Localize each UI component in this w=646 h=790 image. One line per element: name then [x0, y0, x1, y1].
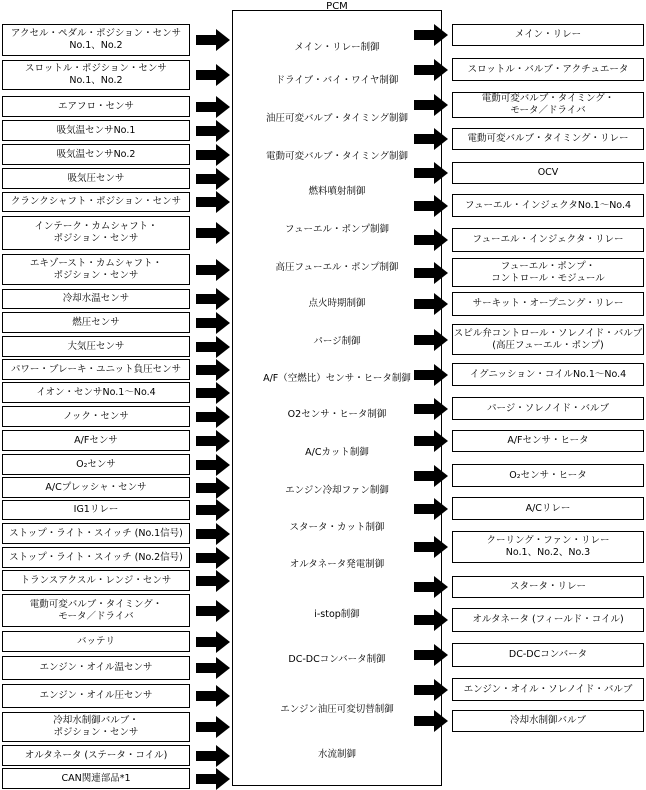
output-arrow [414, 536, 448, 558]
output-arrow-shape [414, 94, 448, 116]
output-actuator-box: イグニッション・コイルNo.1～No.4 [452, 363, 644, 386]
output-actuator-box: パージ・ソレノイド・バルブ [452, 397, 644, 420]
input-arrow-shape [196, 523, 230, 545]
output-arrow-shape [414, 609, 448, 631]
input-arrow-shape [196, 499, 230, 521]
input-arrow [196, 600, 230, 622]
pcm-control-function: 高圧フューエル・ポンプ制御 [275, 262, 399, 273]
pcm-control-function: スタータ・カット制御 [289, 522, 385, 533]
input-sensor-box: パワー・ブレーキ・ユニット負圧センサ [2, 359, 190, 380]
output-arrow [414, 293, 448, 315]
input-arrow [196, 523, 230, 545]
input-sensor-box: CAN関連部品*1 [2, 768, 190, 789]
output-actuator-box: クーリング・ファン・リレー No.1、No.2、No.3 [452, 531, 644, 563]
input-sensor-box: 吸気圧センサ [2, 168, 190, 189]
input-sensor-box: A/Fセンサ [2, 430, 190, 451]
input-arrow [196, 288, 230, 310]
pcm-control-function: A/F（空燃比）センサ・ヒータ制御 [263, 373, 411, 384]
pcm-control-function: パージ制御 [313, 336, 361, 347]
output-arrow [414, 576, 448, 598]
input-sensor-box: クランクシャフト・ポジション・センサ [2, 192, 190, 212]
pcm-control-function: 燃料噴射制御 [308, 186, 366, 197]
input-arrow-shape [196, 547, 230, 569]
input-arrow [196, 406, 230, 428]
input-sensor-box: 冷却水制御バルブ・ ポジション・センサ [2, 712, 190, 742]
pcm-box [232, 1, 442, 786]
input-sensor-box: スロットル・ポジション・センサ No.1、No.2 [2, 60, 190, 90]
input-arrow-shape [196, 120, 230, 142]
input-arrow [196, 716, 230, 738]
output-arrow-shape [414, 576, 448, 598]
pcm-control-function: A/Cカット制御 [305, 447, 369, 458]
input-arrow-shape [196, 144, 230, 166]
output-arrow [414, 364, 448, 386]
input-arrow [196, 191, 230, 213]
input-arrow-shape [196, 406, 230, 428]
output-arrow-shape [414, 262, 448, 284]
input-sensor-box: ストップ・ライト・スイッチ (No.2信号) [2, 547, 190, 568]
input-arrow-shape [196, 191, 230, 213]
input-arrow-shape [196, 685, 230, 707]
output-arrow [414, 609, 448, 631]
pcm-control-function: ドライブ・バイ・ワイヤ制御 [275, 75, 399, 86]
output-arrow [414, 465, 448, 487]
output-actuator-box: O₂センサ・ヒータ [452, 464, 644, 487]
input-sensor-box: バッテリ [2, 631, 190, 652]
output-arrow [414, 229, 448, 251]
output-arrow-shape [414, 364, 448, 386]
output-arrow [414, 644, 448, 666]
output-arrow [414, 162, 448, 184]
input-arrow-shape [196, 288, 230, 310]
input-sensor-box: A/Cプレッシャ・センサ [2, 477, 190, 498]
output-arrow-shape [414, 398, 448, 420]
input-arrow [196, 120, 230, 142]
output-arrow-shape [414, 24, 448, 46]
input-arrow-shape [196, 382, 230, 404]
output-arrow-shape [414, 59, 448, 81]
input-arrow [196, 657, 230, 679]
pcm-control-function: 電動可変バルブ・タイミング制御 [265, 151, 409, 162]
input-arrow-shape [196, 336, 230, 358]
output-arrow [414, 94, 448, 116]
output-arrow [414, 195, 448, 217]
pcm-control-function: メイン・リレー制御 [294, 42, 380, 53]
input-arrow [196, 745, 230, 767]
input-arrow [196, 570, 230, 592]
input-arrow-shape [196, 600, 230, 622]
input-arrow-shape [196, 64, 230, 86]
input-arrow-shape [196, 745, 230, 767]
output-arrow [414, 329, 448, 351]
input-arrow [196, 96, 230, 118]
input-arrow [196, 359, 230, 381]
input-arrow-shape [196, 657, 230, 679]
input-arrow [196, 768, 230, 790]
input-arrow-shape [196, 168, 230, 190]
input-arrow-shape [196, 631, 230, 653]
output-arrow-shape [414, 229, 448, 251]
input-sensor-box: インテーク・カムシャフト・ ポジション・センサ [2, 216, 190, 250]
output-arrow-shape [414, 679, 448, 701]
input-arrow-shape [196, 312, 230, 334]
output-arrow [414, 430, 448, 452]
input-sensor-box: エキゾースト・カムシャフト・ ポジション・センサ [2, 254, 190, 285]
input-sensor-box: O₂センサ [2, 454, 190, 475]
pcm-control-function: 点火時期制御 [308, 298, 366, 309]
input-sensor-box: 吸気温センサNo.2 [2, 144, 190, 165]
pcm-control-function: エンジン冷却ファン制御 [285, 485, 389, 496]
input-arrow [196, 499, 230, 521]
input-sensor-box: アクセル・ペダル・ポジション・センサ No.1、No.2 [2, 24, 190, 56]
input-arrow [196, 312, 230, 334]
output-arrow-shape [414, 710, 448, 732]
output-actuator-box: フューエル・インジェクタNo.1～No.4 [452, 194, 644, 217]
output-arrow-shape [414, 465, 448, 487]
output-arrow [414, 498, 448, 520]
input-arrow-shape [196, 430, 230, 452]
output-arrow [414, 128, 448, 150]
input-arrow [196, 547, 230, 569]
input-arrow [196, 685, 230, 707]
input-arrow [196, 430, 230, 452]
pcm-control-function: O2センサ・ヒータ制御 [287, 409, 387, 420]
output-actuator-box: OCV [452, 162, 644, 184]
output-arrow-shape [414, 329, 448, 351]
input-arrow [196, 454, 230, 476]
input-sensor-box: エンジン・オイル温センサ [2, 656, 190, 680]
input-arrow-shape [196, 359, 230, 381]
input-arrow [196, 222, 230, 244]
input-arrow-shape [196, 477, 230, 499]
output-actuator-box: オルタネータ (フィールド・コイル) [452, 608, 644, 632]
output-arrow-shape [414, 498, 448, 520]
pcm-title: PCM [326, 1, 348, 12]
input-arrow [196, 168, 230, 190]
pcm-control-function: DC-DCコンバータ制御 [288, 654, 386, 665]
output-arrow [414, 59, 448, 81]
input-arrow [196, 477, 230, 499]
input-arrow-shape [196, 570, 230, 592]
output-actuator-box: A/Cリレー [452, 497, 644, 520]
output-actuator-box: スタータ・リレー [452, 576, 644, 598]
output-actuator-box: A/Fセンサ・ヒータ [452, 430, 644, 452]
output-actuator-box: メイン・リレー [452, 24, 644, 46]
output-actuator-box: フューエル・インジェクタ・リレー [452, 228, 644, 252]
output-actuator-box: フューエル・ポンプ・ コントロール・モジュール [452, 258, 644, 287]
pcm-control-function: 油圧可変バルブ・タイミング制御 [265, 113, 409, 124]
output-arrow-shape [414, 644, 448, 666]
input-sensor-box: エアフロ・センサ [2, 96, 190, 117]
input-arrow [196, 382, 230, 404]
input-sensor-box: ノック・センサ [2, 406, 190, 427]
input-arrow-shape [196, 768, 230, 790]
output-arrow [414, 262, 448, 284]
pcm-control-function: i-stop制御 [314, 609, 360, 620]
output-arrow [414, 710, 448, 732]
input-arrow-shape [196, 454, 230, 476]
output-arrow [414, 679, 448, 701]
input-sensor-box: 燃圧センサ [2, 312, 190, 333]
input-arrow-shape [196, 259, 230, 281]
pcm-control-function: フューエル・ポンプ制御 [284, 224, 390, 235]
input-sensor-box: 吸気温センサNo.1 [2, 120, 190, 141]
output-arrow-shape [414, 293, 448, 315]
output-arrow-shape [414, 536, 448, 558]
input-arrow [196, 336, 230, 358]
output-actuator-box: DC-DCコンバータ [452, 643, 644, 667]
input-arrow-shape [196, 222, 230, 244]
input-arrow-shape [196, 29, 230, 51]
input-sensor-box: オルタネータ (ステータ・コイル) [2, 745, 190, 766]
output-actuator-box: エンジン・オイル・ソレノイド・バルブ [452, 678, 644, 701]
pcm-control-function: 水流制御 [317, 749, 356, 760]
input-sensor-box: 電動可変バルブ・タイミング・ モータ／ドライバ [2, 594, 190, 627]
input-sensor-box: 大気圧センサ [2, 336, 190, 357]
input-sensor-box: イオン・センサNo.1～No.4 [2, 382, 190, 403]
pcm-control-function: エンジン油圧可変切替制御 [280, 704, 394, 715]
output-arrow-shape [414, 195, 448, 217]
input-arrow-shape [196, 716, 230, 738]
output-arrow-shape [414, 128, 448, 150]
input-arrow [196, 259, 230, 281]
output-actuator-box: 冷却水制御バルブ [452, 710, 644, 732]
input-sensor-box: エンジン・オイル圧センサ [2, 684, 190, 708]
input-sensor-box: トランスアクスル・レンジ・センサ [2, 570, 190, 591]
output-actuator-box: サーキット・オープニング・リレー [452, 292, 644, 316]
input-arrow [196, 631, 230, 653]
input-arrow [196, 144, 230, 166]
input-sensor-box: 冷却水温センサ [2, 289, 190, 309]
input-arrow-shape [196, 96, 230, 118]
input-sensor-box: IG1リレー [2, 500, 190, 520]
output-arrow [414, 24, 448, 46]
output-arrow-shape [414, 162, 448, 184]
input-arrow [196, 64, 230, 86]
output-arrow-shape [414, 430, 448, 452]
pcm-control-function: オルタネータ発電制御 [289, 559, 385, 570]
output-actuator-box: 電動可変バルブ・タイミング・リレー [452, 128, 644, 150]
output-actuator-box: 電動可変バルブ・タイミング・ モータ／ドライバ [452, 92, 644, 118]
input-arrow [196, 29, 230, 51]
output-actuator-box: スピル弁コントロール・ソレノイド・バルブ (高圧フューエル・ポンプ) [452, 324, 644, 355]
input-sensor-box: ストップ・ライト・スイッチ (No.1信号) [2, 523, 190, 544]
output-actuator-box: スロットル・バルブ・アクチュエータ [452, 58, 644, 81]
output-arrow [414, 398, 448, 420]
